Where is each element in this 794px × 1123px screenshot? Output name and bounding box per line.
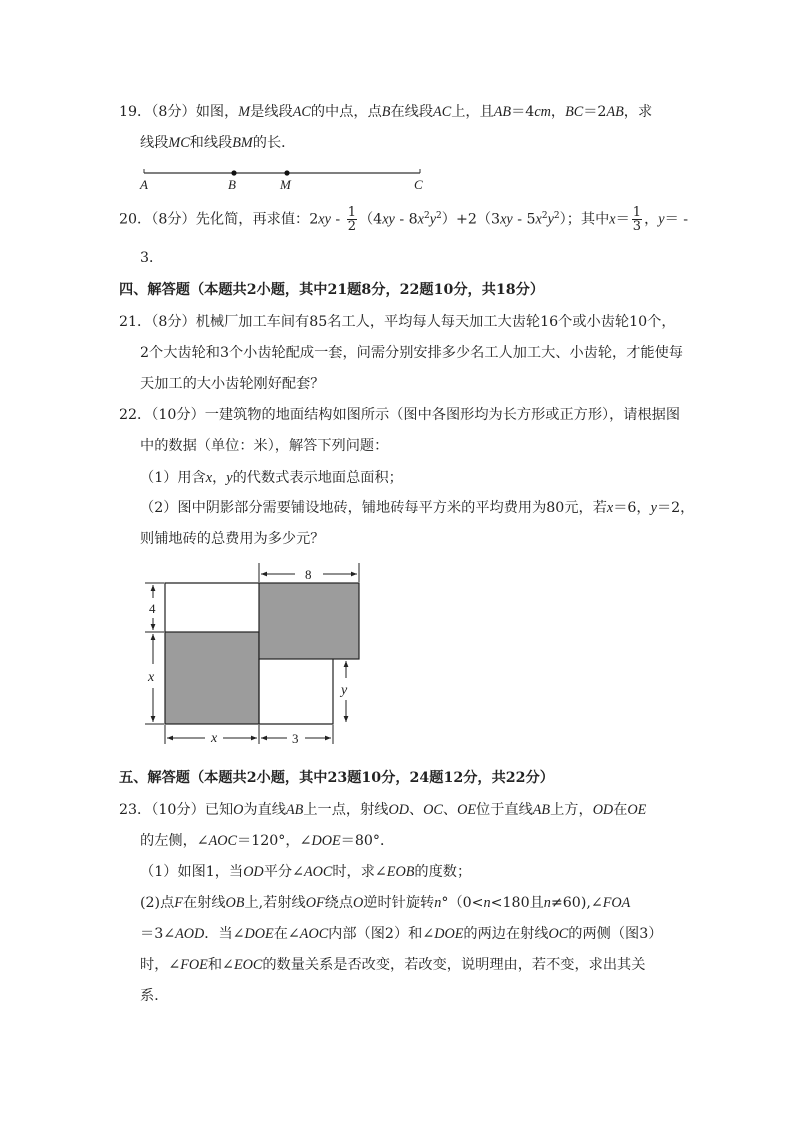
section-5-heading: 五、解答题（本题共2小题，其中23题10分，24题12分，共22分） [119, 770, 554, 786]
q20-line-1: 20．（8分）先化简，再求值：2xy - $\frac{1}{2}$ $(4xy - 8x^2y^2)+2(3xy - 5x^2y^2)$；其中x＝ $\frac{1}{3}$ ，y＝ - [119, 205, 689, 234]
q22-line-4: （2）图中阴影部分需要铺设地砖，铺地砖每平方米的平均费用为80元，若x＝6，y＝2， [140, 500, 695, 516]
label-c: C [414, 177, 423, 192]
dim-label-x-bottom: x [211, 731, 218, 746]
q22-floor-plan-figure [135, 560, 375, 750]
q23-line-5: ＝3∠AOD．当∠DOE在∠AOC内部（图2）和∠DOE的两边在射线OC的两侧（图3） [140, 926, 663, 942]
point-b [231, 170, 236, 175]
q19-line-1: 19．（8分）如图，M是线段AC的中点，点B在线段AC上，且AB＝4cm，BC＝2AB，求 [119, 104, 653, 120]
label-b: B [228, 177, 236, 192]
floor-outline-right [259, 659, 333, 724]
q22-line-3: （1）用含x，y的代数式表示地面总面积； [140, 470, 403, 486]
q23-line-3: （1）如图1，当OD平分∠AOC时，求∠EOB的度数； [140, 864, 472, 880]
fraction-one-half: $\frac{1}{2}$ [347, 205, 356, 234]
q22-line-5: 则铺地砖的总费用为多少元？ [140, 531, 325, 547]
dim-label-x-left: x [148, 670, 155, 685]
label-m: M [280, 177, 291, 192]
point-m [284, 170, 289, 175]
q23-line-7: 系． [140, 988, 169, 1004]
q21-line-2: 2个大齿轮和3个小齿轮配成一套，问需分别安排多少名工人加工大、小齿轮，才能使每 [140, 345, 683, 361]
q23-line-2: 的左侧，∠AOC＝120°，∠DOE＝80°． [140, 833, 395, 849]
q21-line-1: 21．（8分）机械厂加工车间有85名工人，平均每人每天加工大齿轮16个或小齿轮10个， [119, 314, 676, 330]
q19-segment-figure [130, 160, 430, 194]
q22-line-2: 中的数据（单位：米），解答下列问题： [140, 438, 389, 454]
dim-label-8: 8 [305, 567, 312, 582]
q23-line-1: 23．（10分）已知O为直线AB上一点，射线OD、OC、OE位于直线AB上方，OD在OE [119, 802, 647, 818]
shaded-square-left [165, 632, 259, 724]
label-a: A [140, 177, 148, 192]
dim-label-3: 3 [292, 731, 299, 746]
fraction-one-third: $\frac{1}{3}$ [632, 205, 642, 234]
floor-outline [165, 583, 259, 632]
dim-label-4: 4 [149, 601, 156, 616]
q23-line-6: 时，∠FOE和∠EOC的数量关系是否改变，若改变，说明理由，若不变，求出其关 [140, 957, 646, 973]
section-4-heading: 四、解答题（本题共2小题，其中21题8分，22题10分，共18分） [119, 282, 545, 298]
q22-line-1: 22．（10分）一建筑物的地面结构如图所示（图中各图形均为长方形或正方形），请根据图 [119, 407, 681, 423]
q19-line-2: 线段MC和线段BM的长． [140, 135, 296, 151]
q21-line-3: 天加工的大小齿轮刚好配套？ [140, 376, 325, 392]
dim-label-y: y [341, 683, 348, 698]
q20-line-2: 3． [140, 250, 164, 266]
shaded-rect-right [259, 583, 359, 659]
q23-line-4: (2)点F在射线OB上,若射线OF绕点O逆时针旋转n°（0<n<180且n≠60),∠FOA [140, 895, 631, 911]
